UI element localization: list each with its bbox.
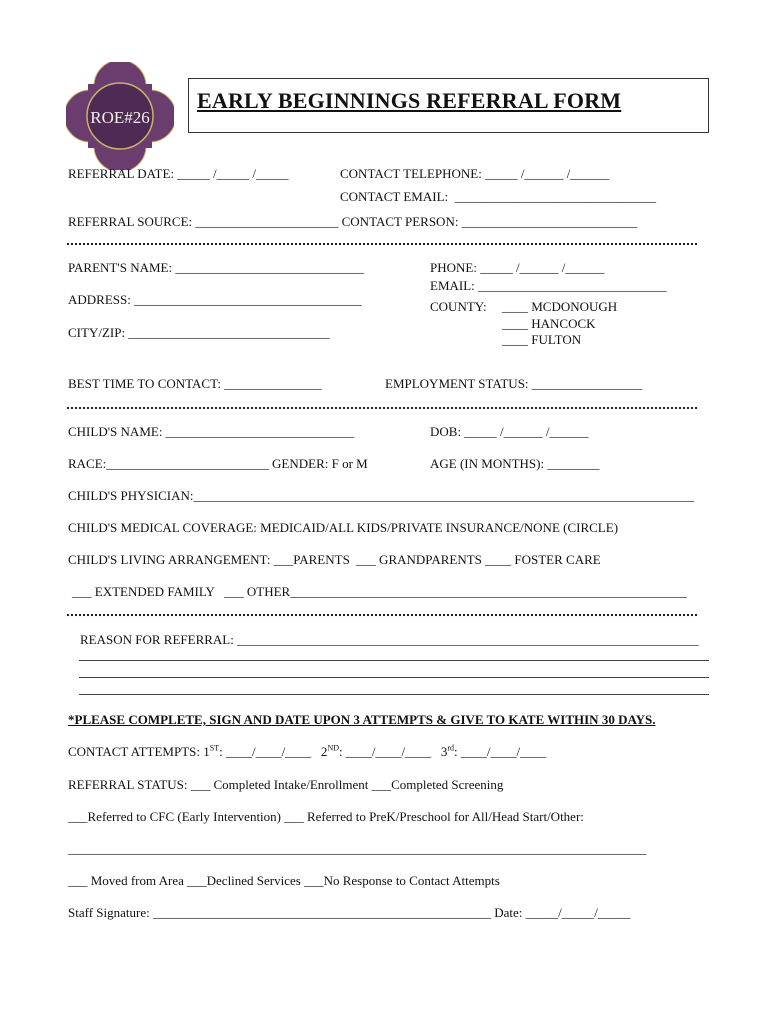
child-physician-field[interactable]: CHILD'S PHYSICIAN:_____________________________________________________________________________ [68,488,694,503]
reason-line[interactable] [79,694,709,695]
race-gender-field[interactable]: RACE:_________________________ GENDER: F or M [68,456,368,471]
referral-status-options[interactable]: ___Referred to CFC (Early Intervention) ___ Referred to PreK/Preschool for All/Head Start/Other: [68,809,584,824]
attempts-end: : ____/____/____ [454,744,547,759]
roe26-logo [66,62,174,170]
county-fulton-option[interactable]: ____ FULTON [502,332,582,347]
contact-telephone-field[interactable]: CONTACT TELEPHONE: _____ /______ /______ [340,166,610,181]
child-dob-field[interactable]: DOB: _____ /______ /______ [430,424,589,439]
child-name-field[interactable]: CHILD'S NAME: _____________________________ [68,424,355,439]
best-time-field[interactable]: BEST TIME TO CONTACT: _______________ [68,376,322,391]
living-arrangement-other-field[interactable]: ___ EXTENDED FAMILY ___ OTHER_____________________________________________________________ [72,584,687,599]
referral-date-field[interactable]: REFERRAL DATE: _____ /_____ /_____ [68,166,289,181]
title-box [188,78,709,133]
reason-for-referral-field[interactable]: REASON FOR REFERRAL: _______________________________________________________________________ [80,632,699,647]
city-zip-field[interactable]: CITY/ZIP: _______________________________ [68,325,330,340]
age-months-field[interactable]: AGE (IN MONTHS): ________ [430,456,600,471]
attempts-mid-2: : ____/____/____ 3 [339,744,448,759]
employment-status-field[interactable]: EMPLOYMENT STATUS: _________________ [385,376,643,391]
attempts-mid-1: : ____/____/____ 2 [219,744,328,759]
county-hancock-option[interactable]: ____ HANCOCK [502,316,596,331]
referral-status-outcomes[interactable]: ___ Moved from Area ___Declined Services ___No Response to Contact Attempts [68,873,500,888]
reason-line[interactable] [79,660,709,661]
roe26-logo-graphic [66,62,174,170]
county-label: COUNTY: [430,299,487,314]
dotted-divider [66,406,698,410]
form-title: EARLY BEGINNINGS REFERRAL FORM [197,88,622,113]
attempts-sup-2: ND [327,743,339,753]
contact-attempts-field[interactable] [68,744,546,759]
dotted-divider [66,242,698,246]
logo-text: ROE#26 [90,108,150,127]
county-mcdonough-option[interactable]: ____ MCDONOUGH [502,299,618,314]
living-arrangement-field[interactable]: CHILD'S LIVING ARRANGEMENT: ___PARENTS ___ GRANDPARENTS ____ FOSTER CARE [68,552,601,567]
referral-status-other-line[interactable]: _________________________________________________________________________________________ [68,841,647,856]
parent-phone-field[interactable]: PHONE: _____ /______ /______ [430,260,605,275]
parent-name-field[interactable]: PARENT'S NAME: _____________________________ [68,260,364,275]
address-field[interactable]: ADDRESS: ___________________________________ [68,292,362,307]
attempts-sup-3: rd [447,743,455,753]
reason-line[interactable] [79,677,709,678]
dotted-divider [66,613,698,617]
referral-source-field[interactable]: REFERRAL SOURCE: ______________________ CONTACT PERSON: ___________________________ [68,214,638,229]
contact-email-field[interactable]: CONTACT EMAIL: _______________________________ [340,189,657,204]
instructions-text: *PLEASE COMPLETE, SIGN AND DATE UPON 3 ATTEMPTS & GIVE TO KATE WITHIN 30 DAYS. [68,712,656,727]
staff-signature-field[interactable]: Staff Signature: ____________________________________________________ Date: _____/_____/_____ [68,905,631,920]
attempts-label: CONTACT ATTEMPTS: 1 [68,744,210,759]
medical-coverage-field[interactable]: CHILD'S MEDICAL COVERAGE: MEDICAID/ALL KIDS/PRIVATE INSURANCE/NONE (CIRCLE) [68,520,619,535]
parent-email-field[interactable]: EMAIL: _____________________________ [430,278,667,293]
attempts-sup-1: ST [209,743,220,753]
referral-status-field[interactable]: REFERRAL STATUS: ___ Completed Intake/Enrollment ___Completed Screening [68,777,504,792]
